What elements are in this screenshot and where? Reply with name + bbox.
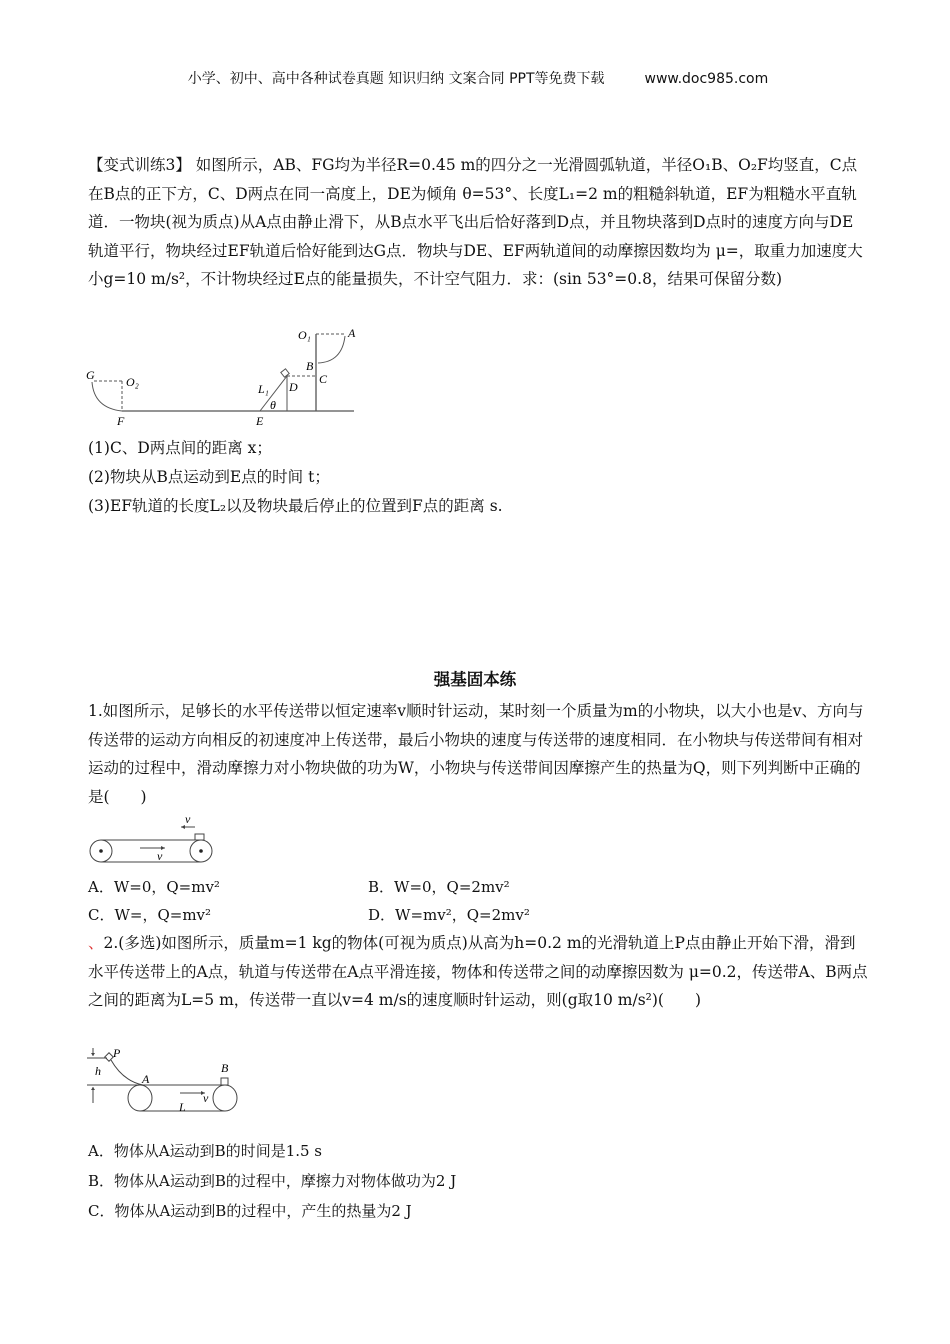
q2-text-body: 2.(多选)如图所示，质量m=1 kg的物体(可视为质点)从高为h=0.2 m的光滑轨道上P点由静止开始下滑，滑到水平传送带上的A点，轨道与传送带在A点平滑连接，物体和传送带之间的动摩擦因数为 μ=0.2，传送带A、B两点之间的距离为L=5 m，传送带一直以v=4 m/s的速度顺时针运动，则(g取10 m/s²)( )	[88, 934, 868, 1010]
q1-option-d[interactable]: D．W=mv²，Q=2mv²	[368, 906, 530, 924]
label-A: A	[142, 1072, 150, 1086]
q2-option-c[interactable]: C．物体从A运动到B的过程中，产生的热量为2 J	[88, 1202, 412, 1220]
header-site-link[interactable]: www.doc985.com	[644, 71, 769, 87]
problem3-question-3: (3)EF轨道的长度L₂以及物块最后停止的位置到F点的距离 s.	[88, 497, 503, 515]
label-L: L	[179, 1100, 186, 1114]
q1-text: 1.如图所示，足够长的水平传送带以恒定速率v顺时针运动，某时刻一个质量为m的小物块，以大小也是v、方向与传送带的运动方向相反的初速度冲上传送带，最后小物块的速度与传送带的速度相同．在小物块与传送带间有相对运动的过程中，滑动摩擦力对小物块做的功为W，小物块与传送带间因摩擦产生的热量为Q，则下列判断中正确的是( )	[88, 702, 864, 806]
label-L1: L₁	[258, 382, 269, 396]
q1-option-a[interactable]: A．W=0，Q=mv²	[88, 878, 220, 896]
label-B: B	[306, 359, 314, 373]
label-C: C	[319, 372, 328, 386]
label-B: B	[221, 1061, 229, 1075]
q1-option-c[interactable]: C．W=，Q=mv²	[88, 906, 212, 924]
label-P: P	[113, 1046, 121, 1060]
label-D: D	[289, 380, 298, 394]
label-O1: O₁	[298, 328, 311, 342]
label-v: v	[203, 1091, 209, 1105]
q2-text	[88, 929, 868, 1015]
problem3-question-1: (1)C、D两点间的距离 x；	[88, 439, 272, 457]
label-E: E	[256, 414, 264, 428]
q2-option-b[interactable]: B．物体从A运动到B的过程中，摩擦力对物体做功为2 J	[88, 1172, 457, 1190]
label-F: F	[117, 414, 125, 428]
q2-mark: 、	[88, 934, 104, 952]
header-text: 小学、初中、高中各种试卷真题 知识归纳 文案合同 PPT等免费下载	[187, 71, 605, 87]
label-h: h	[95, 1064, 101, 1078]
problem3-diagram	[80, 320, 380, 430]
q1-option-b[interactable]: B．W=0，Q=2mv²	[368, 878, 510, 896]
label-v-belt: v	[157, 849, 163, 863]
q2-option-a[interactable]: A．物体从A运动到B的时间是1.5 s	[88, 1142, 323, 1160]
problem3-question-2: (2)物块从B点运动到E点的时间 t；	[88, 468, 330, 486]
problem3-text: 【变式训练3】 如图所示，AB、FG均为半径R=0.45 m的四分之一光滑圆弧轨道，半径O₁B、O₂F均竖直，C点在B点的正下方，C、D两点在同一高度上，DE为倾角 θ=53°、长度L₁=2 m的粗糙斜轨道，EF为粗糙水平直轨道．一物块(视为质点)从A点由静止滑下，从B点水平飞出后恰好落到D点，并且物块落到D点时的速度方向与DE轨道平行，物块经过EF轨道后恰好能到达G点．物块与DE、EF两轨道间的动摩擦因数均为 μ=，取重力加速度大小g=10 m/s²，不计物块经过E点的能量损失，不计空气阻力．求：(sin 53°=0.8，结果可保留分数)	[88, 156, 863, 289]
page-header	[0, 68, 950, 88]
label-A: A	[348, 326, 356, 340]
label-theta: θ	[270, 398, 276, 412]
section-title: 强基固本练	[433, 670, 517, 689]
q2-conveyor-diagram	[85, 1045, 245, 1115]
label-G: G	[86, 368, 95, 382]
q1-conveyor-diagram	[85, 815, 220, 865]
label-v-block: v	[185, 815, 191, 826]
label-O2: O₂	[126, 375, 139, 389]
